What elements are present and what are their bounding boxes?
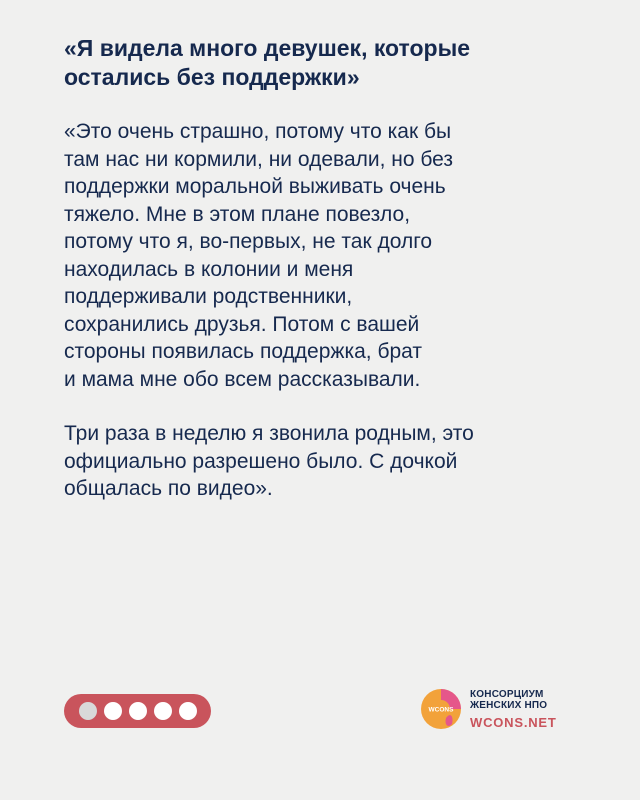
quote-paragraph-1: «Это очень страшно, потому что как бы там нас ни кормили, ни одевали, но без поддержки моральной выживать очень тяжело. Мне в этом плане повезло, потому что я, во-первых, не так долго находилась в колонии и меня поддерживали родственники, сохранились друзья. Потом с вашей стороны появилась поддержка, брат и мама мне обо всем рассказывали. xyxy=(64,120,454,391)
pager-dot-5[interactable] xyxy=(179,702,197,720)
pager-dot-2[interactable] xyxy=(104,702,122,720)
wcons-logo xyxy=(420,688,557,730)
carousel-pager[interactable] xyxy=(64,694,211,728)
quote-text xyxy=(64,118,584,530)
pager-dot-1[interactable] xyxy=(79,702,97,720)
logo-mark-text: WCONS xyxy=(428,706,454,714)
logo-url[interactable]: WCONS.NET xyxy=(470,714,557,730)
quote-paragraph-2: Три раза в неделю я звонила родным, это официально разрешено было. С дочкой общалась по видео». xyxy=(64,422,474,500)
pager-dot-4[interactable] xyxy=(154,702,172,720)
logo-line-2: ЖЕНСКИХ НПО xyxy=(470,699,548,711)
wcons-logo-icon xyxy=(420,688,462,730)
logo-line-1: КОНСОРЦИУМ xyxy=(470,688,544,700)
pager-dot-3[interactable] xyxy=(129,702,147,720)
page-title: «Я видела много девушек, которые остались без поддержки» xyxy=(64,35,471,90)
